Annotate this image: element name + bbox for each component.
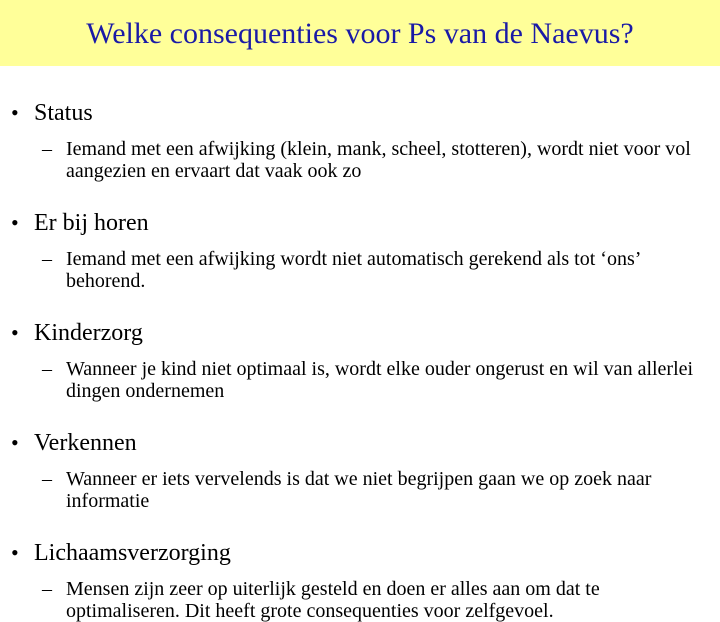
bullet-dot: •: [11, 540, 19, 565]
bullet-kinderzorg: [0, 316, 720, 350]
bullet-label: Verkennen: [34, 430, 137, 456]
bullet-status: [0, 96, 720, 130]
sub-bullet-dash: –: [42, 138, 52, 160]
bullet-label: Lichaamsverzorging: [34, 540, 231, 566]
slide-title: Welke consequenties voor Ps van de Naevus?: [86, 17, 634, 50]
sub-bullet-dash: –: [42, 358, 52, 380]
bullet-dot: •: [11, 430, 19, 455]
sub-bullet-dash: –: [42, 248, 52, 270]
bullet-dot: •: [11, 100, 19, 125]
sub-bullet-er-bij-horen: [0, 248, 720, 292]
bullet-verkennen: [0, 426, 720, 460]
sub-bullet-dash: –: [42, 578, 52, 600]
bullet-lichaamsverzorging: [0, 536, 720, 570]
bullet-dot: •: [11, 320, 19, 345]
bullet-label: Er bij horen: [34, 210, 149, 236]
sub-bullet-dash: –: [42, 468, 52, 490]
sub-bullet-text: Iemand met een afwijking wordt niet automatisch gerekend als tot ‘ons’ behorend.: [66, 248, 640, 292]
sub-bullet-text: Iemand met een afwijking (klein, mank, scheel, stotteren), wordt niet voor vol aangezien en ervaart dat vaak ook zo: [66, 138, 691, 182]
bullet-label: Status: [34, 100, 93, 126]
slide-content: [0, 66, 720, 622]
sub-bullet-text: Wanneer er iets vervelends is dat we niet begrijpen gaan we op zoek naar informatie: [66, 468, 652, 512]
bullet-label: Kinderzorg: [34, 320, 143, 346]
sub-bullet-status: [0, 138, 720, 182]
sub-bullet-verkennen: [0, 468, 720, 512]
sub-bullet-text: Wanneer je kind niet optimaal is, wordt elke ouder ongerust en wil van allerlei dingen ondernemen: [66, 358, 694, 402]
bullet-dot: •: [11, 210, 19, 235]
sub-bullet-text: Mensen zijn zeer op uiterlijk gesteld en doen er alles aan om dat te optimaliseren. Dit heeft grote consequenties voor zelfgevoel.: [66, 578, 600, 622]
sub-bullet-kinderzorg: [0, 358, 720, 402]
bullet-er-bij-horen: [0, 206, 720, 240]
sub-bullet-lichaamsverzorging: [0, 578, 720, 622]
